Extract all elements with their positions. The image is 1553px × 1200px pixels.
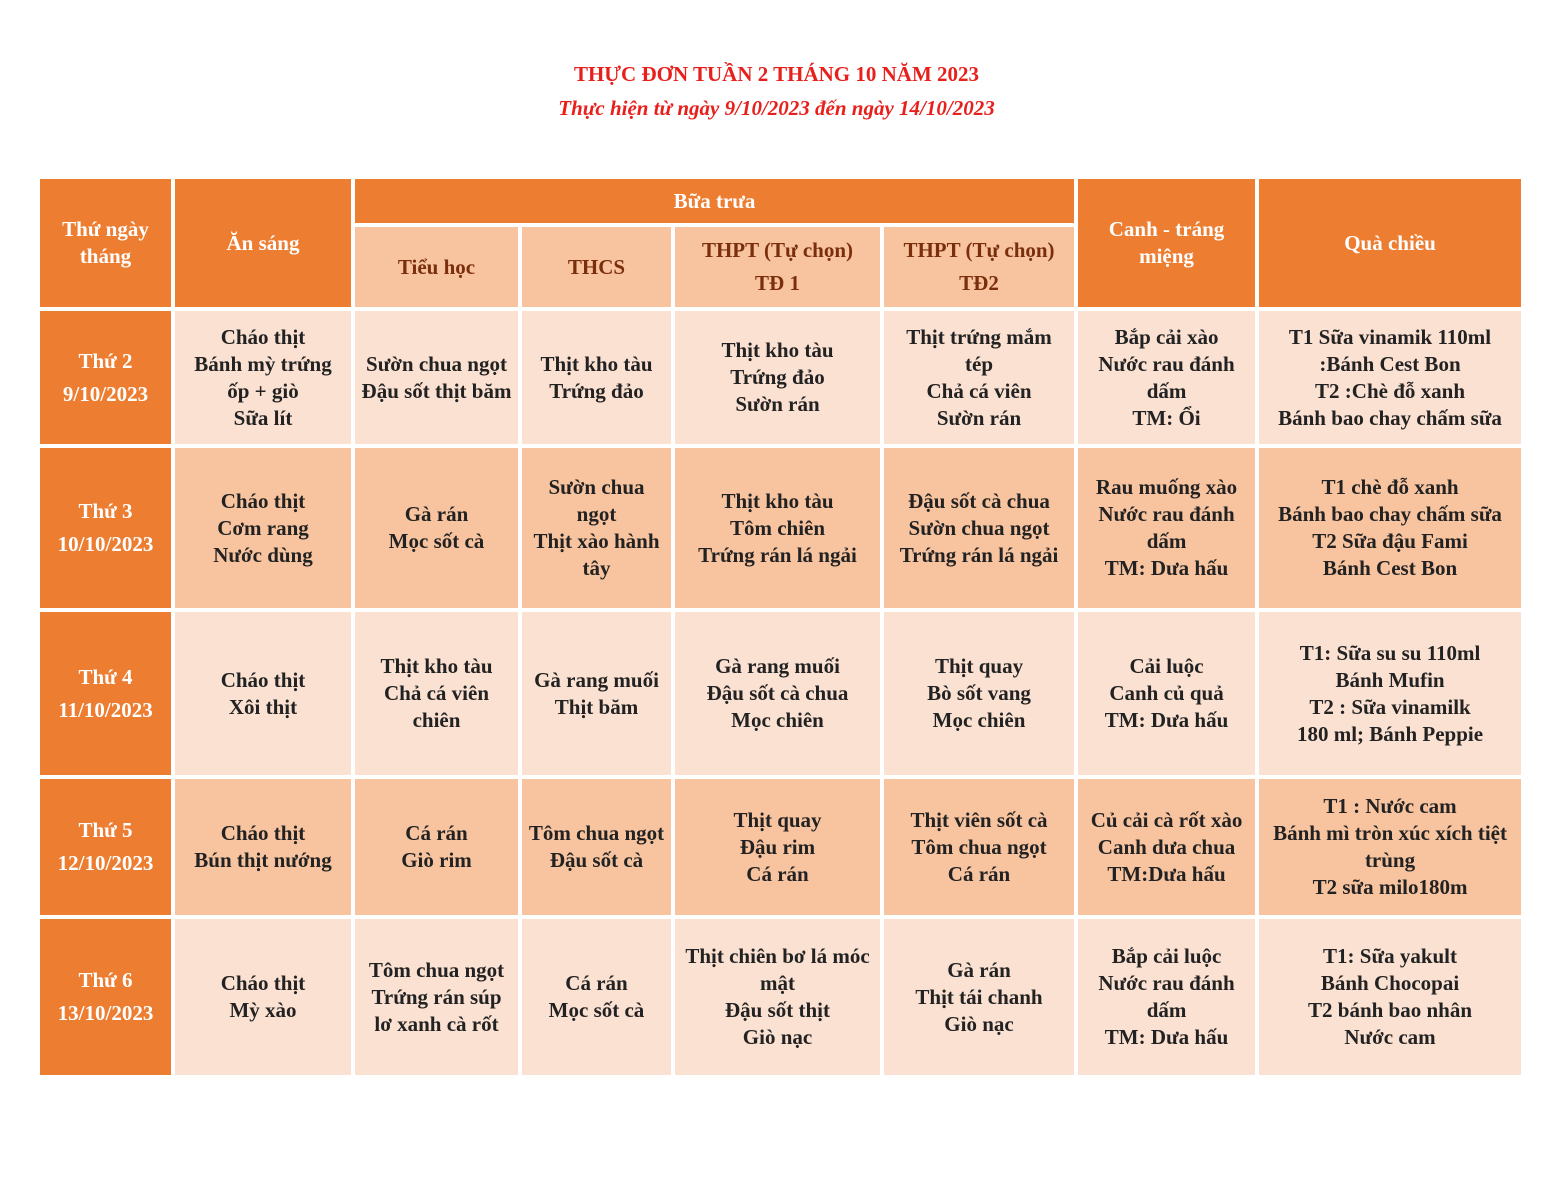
menu-item: Rau muống xào (1095, 475, 1238, 499)
menu-item: Cá rán (947, 861, 1011, 886)
menu-item: Giò nạc (944, 1011, 1014, 1036)
menu-cell-high2 (882, 917, 1076, 1077)
menu-cell-high1 (673, 610, 882, 777)
day-name: Thứ 4 (78, 664, 133, 689)
menu-item: Nước cam (1344, 1025, 1436, 1049)
menu-item: Trứng rán lá ngải (698, 542, 857, 567)
menu-cell-afternoon (1257, 446, 1523, 610)
menu-cell-soup (1076, 446, 1257, 610)
menu-item: Thịt kho tàu (540, 351, 653, 376)
menu-item: Tôm chua ngọt (911, 834, 1047, 859)
menu-cell-secondary (520, 610, 673, 777)
header-high2 (882, 225, 1076, 309)
menu-item: Bánh Cest Bon (1322, 556, 1458, 580)
menu-item: Tôm chua ngọt (368, 957, 505, 982)
menu-item: Chả cá viên chiên (384, 681, 489, 732)
header-soup: Canh - tráng miệng (1076, 177, 1257, 309)
menu-cell-secondary (520, 309, 673, 446)
day-date: 10/10/2023 (57, 532, 154, 556)
day-date: 12/10/2023 (57, 851, 154, 875)
header-lunch: Bữa trưa (353, 177, 1076, 225)
day-name: Thứ 5 (78, 818, 133, 842)
menu-item: 180 ml; Bánh Peppie (1296, 721, 1484, 746)
menu-item: Canh dưa chua (1097, 834, 1236, 859)
menu-item: Gà rang muối (534, 667, 659, 692)
menu-item: Nước rau đánh dấm (1098, 971, 1235, 1022)
menu-item: Bánh Mufin (1335, 667, 1445, 692)
header-high1 (673, 225, 882, 309)
menu-item: Mọc sốt cà (548, 998, 645, 1022)
menu-item: Gà rán (404, 502, 469, 526)
menu-item: Củ cải cà rốt xào (1090, 807, 1243, 832)
menu-item: Thịt kho tàu (721, 488, 834, 513)
menu-cell-breakfast (173, 610, 353, 777)
menu-item: T2 sữa milo180m (1312, 875, 1468, 899)
menu-cell-high2 (882, 777, 1076, 917)
menu-cell-secondary (520, 446, 673, 610)
menu-item: Bánh bao chay chấm sữa (1278, 405, 1502, 430)
menu-cell-high1 (673, 309, 882, 446)
header-afternoon: Quà chiều (1257, 177, 1523, 309)
menu-item: Thịt quay (733, 807, 822, 832)
menu-item: Sườn rán (735, 392, 820, 416)
menu-cell-high1 (673, 777, 882, 917)
menu-item: Thịt quay (934, 654, 1024, 678)
menu-cell-high1 (673, 917, 882, 1077)
header-high2-line1: THPT (Tự chọn) (903, 238, 1055, 262)
menu-item: Thịt trứng mắm tép (906, 324, 1052, 376)
menu-cell-secondary (520, 917, 673, 1077)
menu-cell-primary (353, 917, 520, 1077)
menu-item: Chả cá viên (926, 378, 1032, 403)
menu-item: Mọc chiên (731, 708, 824, 732)
menu-item: Bánh Chocopai (1320, 971, 1460, 995)
menu-item: Xôi thịt (228, 694, 298, 719)
day-cell (38, 610, 173, 777)
menu-item: Đậu sốt cà chua (706, 681, 849, 705)
menu-cell-afternoon (1257, 917, 1523, 1077)
menu-item: Bắp cải luộc (1111, 944, 1222, 968)
menu-item: Đậu sốt cà (549, 848, 644, 872)
menu-item: Thịt băm (554, 694, 639, 719)
header-primary: Tiểu học (353, 225, 520, 309)
menu-item: TM: Dưa hấu (1104, 708, 1229, 732)
menu-item: Tôm chua ngọt (528, 821, 665, 845)
menu-cell-breakfast (173, 917, 353, 1077)
menu-cell-primary (353, 777, 520, 917)
menu-item: Thịt viên sốt cà (910, 807, 1048, 832)
menu-item: Nước dùng (213, 542, 313, 567)
menu-item: Mọc chiên (932, 708, 1026, 732)
menu-item: Bò sốt vang (927, 681, 1031, 705)
menu-item: Cháo thịt (220, 488, 306, 513)
menu-item: TM: Dưa hấu (1104, 556, 1229, 580)
menu-item: Canh củ quả (1109, 681, 1224, 705)
menu-item: T2 :Chè đỗ xanh (1315, 378, 1465, 403)
menu-item: Mỳ xào (229, 998, 297, 1022)
menu-item: T1 Sữa vinamik 110ml :Bánh Cest Bon (1288, 324, 1492, 376)
menu-cell-high1 (673, 446, 882, 610)
day-name: Thứ 2 (78, 348, 133, 373)
menu-item: Mọc sốt cà (388, 529, 485, 553)
menu-cell-breakfast (173, 446, 353, 610)
menu-cell-high2 (882, 309, 1076, 446)
header-high1-line2: TĐ 1 (755, 271, 800, 295)
menu-item: Đậu sốt thịt băm (361, 378, 512, 403)
menu-item: Trứng rán lá ngải (899, 542, 1059, 567)
menu-item: Gà rang muối (715, 654, 840, 678)
menu-item: Sườn rán (936, 405, 1022, 430)
menu-item: Gà rán (947, 957, 1011, 982)
menu-item: T2 Sữa đậu Fami (1312, 529, 1468, 553)
menu-item: Cá rán (565, 971, 628, 995)
day-date: 13/10/2023 (57, 1001, 154, 1025)
menu-table (36, 175, 1525, 1079)
menu-item: Sườn chua ngọt (908, 515, 1050, 540)
menu-cell-primary (353, 309, 520, 446)
menu-item: Giò rim (401, 848, 472, 872)
menu-cell-primary (353, 446, 520, 610)
menu-item: Cá rán (405, 821, 468, 845)
menu-cell-afternoon (1257, 777, 1523, 917)
menu-cell-breakfast (173, 309, 353, 446)
menu-item: T1 : Nước cam (1323, 794, 1457, 818)
header-high2-line2: TĐ2 (959, 271, 999, 295)
menu-cell-high2 (882, 610, 1076, 777)
menu-item: Thịt xào hành tây (533, 529, 660, 580)
day-cell (38, 309, 173, 446)
menu-item: Thịt kho tàu (721, 338, 834, 362)
menu-cell-soup (1076, 917, 1257, 1077)
menu-item: TM: Ổi (1132, 405, 1201, 430)
table-row (38, 309, 1523, 446)
menu-item: Cải luộc (1129, 654, 1204, 678)
menu-cell-breakfast (173, 777, 353, 917)
menu-item: Trứng đảo (549, 378, 644, 403)
menu-item: Cá rán (746, 861, 809, 886)
day-date: 9/10/2023 (62, 381, 149, 406)
header-secondary: THCS (520, 225, 673, 309)
menu-item: Nước rau đánh dấm (1098, 502, 1235, 553)
menu-item: T1: Sữa su su 110ml (1299, 640, 1481, 665)
day-name: Thứ 6 (78, 968, 133, 992)
header-breakfast: Ăn sáng (173, 177, 353, 309)
menu-item: Thịt kho tàu (380, 654, 493, 678)
table-row (38, 917, 1523, 1077)
menu-item: TM: Dưa hấu (1104, 1025, 1229, 1049)
page-title: THỰC ĐƠN TUẦN 2 THÁNG 10 NĂM 2023 (573, 62, 980, 86)
menu-item: Đậu sốt cà chua (908, 488, 1050, 513)
menu-item: Thịt tái chanh (915, 984, 1043, 1009)
menu-cell-soup (1076, 309, 1257, 446)
menu-item: Bún thịt nướng (194, 848, 332, 872)
menu-item: Sườn chua ngọt (548, 475, 645, 526)
menu-item: Cơm rang (217, 515, 309, 540)
menu-item: Bánh bao chay chấm sữa (1278, 502, 1502, 526)
menu-item: Đậu sốt thịt (724, 998, 830, 1022)
day-cell (38, 446, 173, 610)
menu-item: TM:Dưa hấu (1107, 861, 1226, 886)
header-day: Thứ ngày tháng (38, 177, 173, 309)
menu-item: Sữa lít (233, 405, 293, 430)
page-subtitle: Thực hiện từ ngày 9/10/2023 đến ngày 14/10/2023 (558, 96, 995, 120)
menu-item: Bắp cải xào (1114, 324, 1219, 349)
menu-item: Bánh mỳ trứng ốp + giò (194, 351, 332, 403)
menu-cell-high2 (882, 446, 1076, 610)
day-cell (38, 777, 173, 917)
menu-item: T1 chè đỗ xanh (1321, 475, 1459, 499)
header-high1-line1: THPT (Tự chọn) (701, 238, 854, 262)
menu-cell-secondary (520, 777, 673, 917)
menu-item: Cháo thịt (220, 821, 306, 845)
day-date: 11/10/2023 (58, 697, 153, 722)
menu-cell-soup (1076, 777, 1257, 917)
menu-item: Đậu rim (739, 834, 816, 859)
table-row (38, 446, 1523, 610)
table-row (38, 610, 1523, 777)
menu-body (38, 309, 1523, 1077)
menu-cell-afternoon (1257, 309, 1523, 446)
menu-item: Tôm chiên (729, 515, 826, 540)
menu-item: Nước rau đánh dấm (1098, 351, 1235, 403)
menu-item: Cháo thịt (220, 324, 306, 349)
menu-item: Trứng đảo (730, 365, 825, 389)
menu-cell-primary (353, 610, 520, 777)
menu-item: Giò nạc (742, 1025, 813, 1049)
menu-item: Cháo thịt (220, 971, 306, 995)
menu-cell-soup (1076, 610, 1257, 777)
menu-item: T2 bánh bao nhân (1308, 998, 1473, 1022)
menu-item: T2 : Sữa vinamilk (1309, 694, 1471, 719)
menu-item: Bánh mì tròn xúc xích tiệt trùng (1273, 821, 1507, 872)
menu-item: Trứng rán súp lơ xanh cà rốt (371, 984, 502, 1036)
menu-item: Cháo thịt (220, 667, 306, 692)
table-row (38, 777, 1523, 917)
menu-item: Sườn chua ngọt (366, 351, 507, 376)
menu-item: T1: Sữa yakult (1323, 944, 1458, 968)
menu-cell-afternoon (1257, 610, 1523, 777)
day-name: Thứ 3 (78, 499, 133, 523)
menu-item: Thịt chiên bơ lá móc mật (685, 944, 870, 995)
day-cell (38, 917, 173, 1077)
